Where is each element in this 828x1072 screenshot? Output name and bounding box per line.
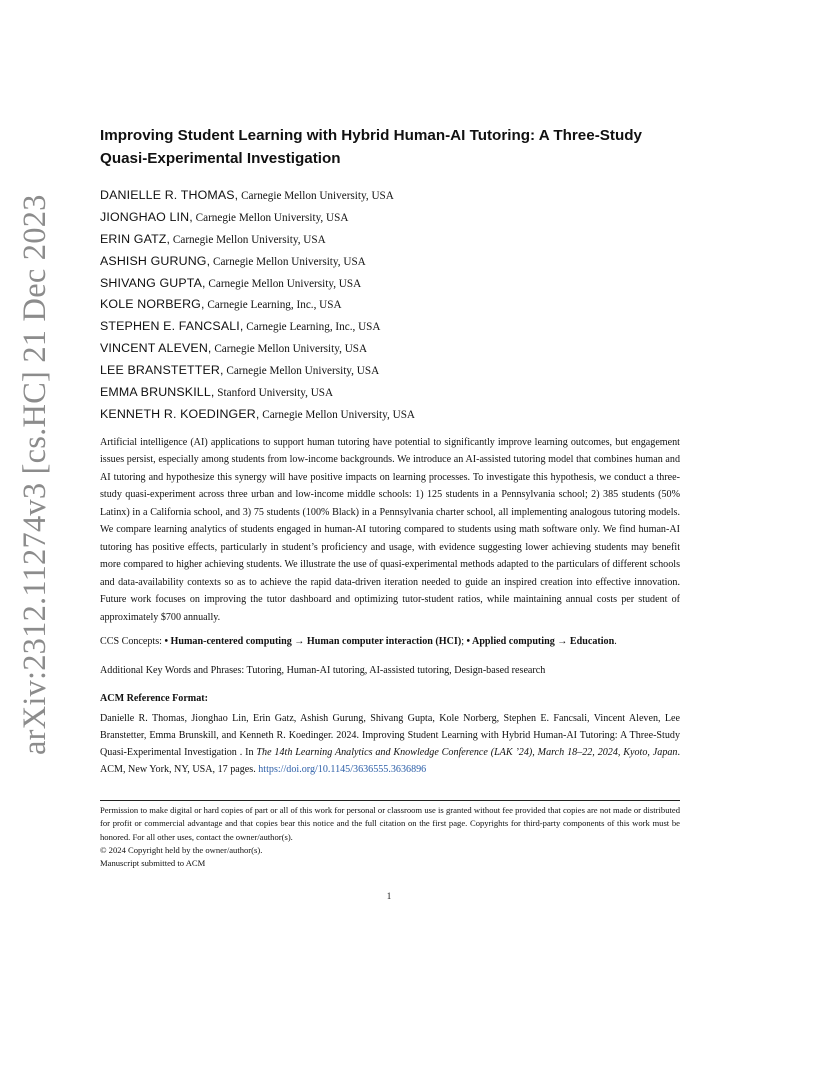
- author-name: KOLE NORBERG,: [100, 297, 205, 312]
- author-name: SHIVANG GUPTA,: [100, 275, 206, 290]
- ccs-separator: ;: [461, 636, 467, 648]
- acm-reference-text: [100, 710, 680, 778]
- page-number: 1: [386, 891, 392, 901]
- author-name: STEPHEN E. FANCSALI,: [100, 319, 244, 334]
- paper-front-matter: [100, 124, 680, 778]
- author-affiliation: Stanford University, USA: [214, 387, 334, 400]
- doi-link[interactable]: https://doi.org/10.1145/3636555.3636896: [258, 764, 427, 776]
- author-affiliation: Carnegie Mellon University, USA: [211, 343, 368, 356]
- author-entry: [100, 250, 680, 272]
- acm-reference-venue: The 14th Learning Analytics and Knowledge Conference (LAK ’24), March 18–22, 2024, Kyoto, Japan: [256, 747, 678, 759]
- ccs-concept-hci: • Human-centered computing → Human computer interaction (HCI): [164, 636, 462, 648]
- author-name: LEE BRANSTETTER,: [100, 363, 224, 378]
- author-affiliation: Carnegie Mellon University, USA: [210, 255, 366, 268]
- author-entry: [100, 381, 680, 403]
- copyright-line: © 2024 Copyright held by the owner/author(s).: [100, 844, 263, 855]
- ccs-concept-education: • Applied computing → Education: [466, 636, 615, 648]
- paper-title: Improving Student Learning with Hybrid Human-AI Tutoring: A Three-Study Quasi-Experimental Investigation: [100, 127, 642, 167]
- copyright-footnote: [100, 800, 680, 870]
- author-affiliation: Carnegie Mellon University, USA: [170, 233, 326, 246]
- acm-reference-publisher: . ACM, New York, NY, USA, 17 pages.: [100, 747, 680, 776]
- ccs-label: CCS Concepts:: [100, 636, 165, 648]
- acm-reference-heading: ACM Reference Format:: [100, 693, 208, 705]
- author-entry: [100, 184, 680, 206]
- author-affiliation: Carnegie Learning, Inc., USA: [204, 299, 342, 312]
- author-entry: [100, 228, 680, 250]
- author-affiliation: Carnegie Mellon University, USA: [205, 277, 362, 290]
- author-name: KENNETH R. KOEDINGER,: [100, 406, 260, 421]
- author-name: JIONGHAO LIN,: [100, 209, 193, 224]
- author-entry: [100, 293, 680, 315]
- author-affiliation: Carnegie Mellon University, USA: [223, 365, 380, 378]
- author-entry: [100, 359, 680, 381]
- author-name: ERIN GATZ,: [100, 231, 171, 246]
- author-affiliation: Carnegie Mellon University, USA: [192, 211, 349, 224]
- author-entry: [100, 403, 680, 425]
- abstract: Artificial intelligence (AI) applications to support human tutoring have potential to significantly improve learning outcomes, but engagement issues persist, especially among students from low-income backgrounds. We introduce an AI-assisted tutoring model that combines human and AI tutoring and hypothesize this synergy will have positive impacts on learning processes. To investigate this hypothesis, we conduct a three-study quasi-experiment across three urban and low-income middle schools: 1) 125 students in a Pennsylvania school; 2) 385 students (50% Latinx) in a California school, and 3) 75 students (100% Black) in a Pennsylvania charter school, all implementing analogous tutoring models. We compare learning analytics of students engaged in human-AI tutoring compared to students using math software only. We find human-AI tutoring has positive effects, particularly in student’s proficiency and usage, with evidence suggesting lower achieving students may benefit more compared to higher achieving students. We illustrate the use of quasi-experimental methods adapted to the particulars of different schools and data-availability contexts so as to achieve the rapid data-driven iteration needed to guide an inspired creation into effective innovation. Future work focuses on improving the tutor dashboard and optimizing tutor-student ratios, while maintaining annual costs per student of approximately $700 annually.: [100, 436, 680, 623]
- author-name: ASHISH GURUNG,: [100, 253, 211, 268]
- permission-notice: Permission to make digital or hard copies of part or all of this work for personal or classroom use is granted without fee provided that copies are not made or distributed for profit or commercial advantage and that copies bear this notice and the full citation on the first page. Copyrights for third-party components of this work must be honored. For all other uses, contact the owner/author(s).: [100, 805, 680, 842]
- author-list: [100, 184, 680, 425]
- author-affiliation: Carnegie Mellon University, USA: [259, 408, 416, 421]
- ccs-end: .: [614, 636, 617, 648]
- author-name: VINCENT ALEVEN,: [100, 341, 212, 356]
- acm-reference-authors-title: Danielle R. Thomas, Jionghao Lin, Erin Gatz, Ashish Gurung, Shivang Gupta, Kole Norberg, Stephen E. Fancsali, Vincent Aleven, Lee Branstetter, Emma Brunskill, and Kenneth R. Koedinger. 2024. Improving Student Learning with Hybrid Human-AI Tutoring: A Three-Study Quasi-Experimental Investigation . In: [100, 713, 680, 759]
- author-affiliation: Carnegie Mellon University, USA: [238, 190, 394, 202]
- author-affiliation: Carnegie Learning, Inc., USA: [243, 321, 381, 334]
- keywords: Additional Key Words and Phrases: Tutoring, Human-AI tutoring, AI-assisted tutoring, Design-based research: [100, 665, 546, 677]
- ccs-concepts: [100, 634, 680, 650]
- author-name: DANIELLE R. THOMAS,: [100, 188, 239, 202]
- manuscript-note: Manuscript submitted to ACM: [100, 858, 206, 869]
- author-entry: [100, 206, 680, 228]
- author-name: EMMA BRUNSKILL,: [100, 385, 215, 400]
- author-entry: [100, 315, 680, 337]
- author-entry: [100, 272, 680, 294]
- author-entry: [100, 337, 680, 359]
- arxiv-identifier-stamp: arXiv:2312.11274v3 [cs.HC] 21 Dec 2023: [17, 194, 53, 755]
